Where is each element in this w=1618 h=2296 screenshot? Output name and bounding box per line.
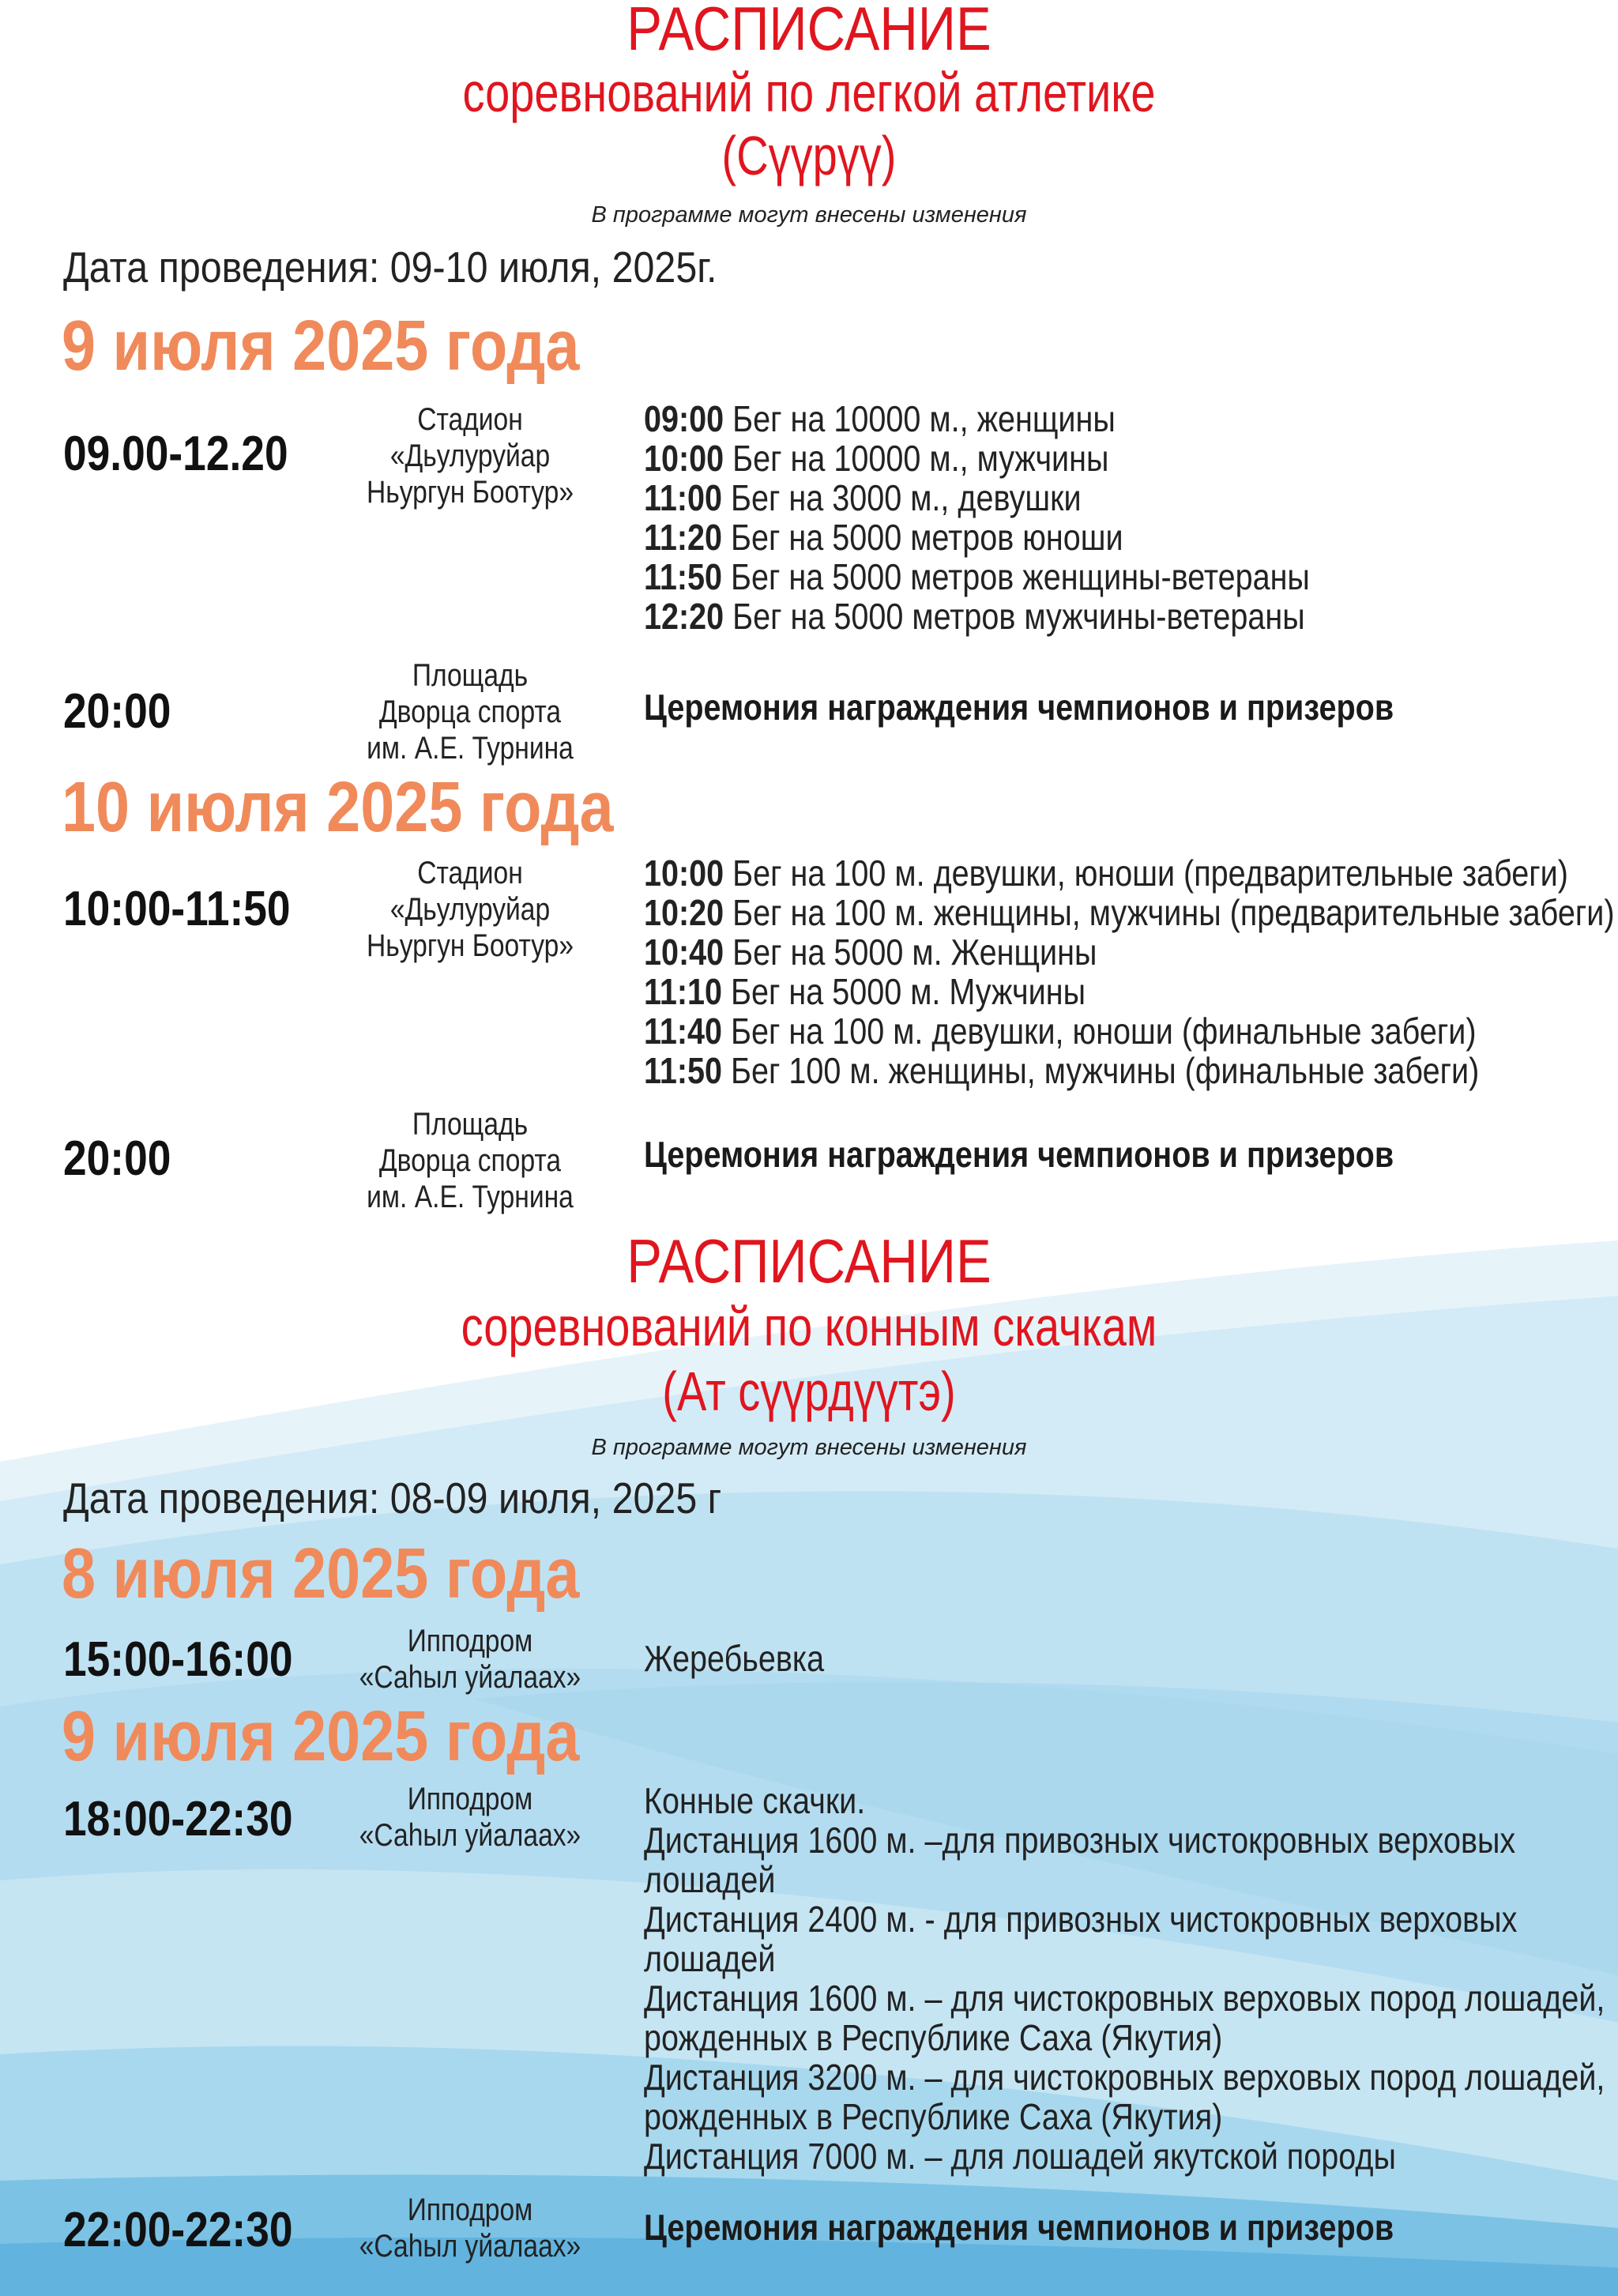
event-row: 10:00 Бег на 10000 м., мужчины [644,438,1109,479]
horse-day1-venue: Ипподром «Саһыл уйалаах» [359,1624,581,1695]
athletics-day1-ceremony: Церемония награждения чемпионов и призеров [644,687,1394,728]
athletics-day1-time1: 09.00-12.20 [63,427,288,481]
athletics-day1-venue1: Стадион «Дьулуруйар Ньургун Боотур» [366,402,574,510]
athletics-day1-events [644,399,1310,636]
athletics-subtitle-local: (Сүүрүү) [721,125,897,186]
horse-dates: Дата проведения: 08-09 июля, 2025 г [63,1474,722,1523]
event-row: 11:10 Бег на 5000 м. Мужчины [644,971,1086,1012]
athletics-day2-events [644,853,1615,1090]
horse-day1-event: Жеребьевка [644,1638,825,1679]
event-row: 11:40 Бег на 100 м. девушки, юноши (финальные забеги) [644,1011,1477,1052]
event-row: 12:20 Бег на 5000 метров мужчины-ветераны [644,596,1305,637]
event-row: 09:00 Бег на 10000 м., женщины [644,398,1116,439]
race-line: рожденных в Республике Саха (Якутия) [644,2096,1223,2137]
athletics-note: В программе могут внесены изменения [591,202,1027,228]
race-line: Конные скачки. [644,1780,866,1821]
athletics-title: РАСПИСАНИЕ [627,0,991,63]
horse-day2-time1: 18:00-22:30 [63,1792,293,1846]
race-line: лошадей [644,1859,776,1900]
athletics-day2-time2: 20:00 [63,1131,171,1186]
horse-subtitle-local: (Ат сүүрдүүтэ) [662,1361,956,1422]
athletics-day1-heading: 9 июля 2025 года [62,307,580,386]
event-row: 11:50 Бег 100 м. женщины, мужчины (финальные забеги) [644,1050,1480,1091]
athletics-day2-venue1: Стадион «Дьулуруйар Ньургун Боотур» [366,856,574,963]
athletics-day1-venue2: Площадь Дворца спорта им. А.Е. Турнина [367,658,574,766]
athletics-day2-ceremony: Церемония награждения чемпионов и призеров [644,1134,1394,1175]
race-line: Дистанция 3200 м. – для чистокровных верховых пород лошадей, [644,2057,1605,2098]
race-line: лошадей [644,1938,776,1979]
horse-subtitle: соревнований по конным скачкам [461,1296,1157,1357]
horse-day2-events [644,1781,1605,2176]
horse-day2-venue1: Ипподром «Саһыл уйалаах» [359,1782,581,1853]
athletics-subtitle: соревнований по легкой атлетике [462,62,1156,123]
athletics-day1-time2: 20:00 [63,684,171,739]
horse-day2-venue2: Ипподром «Саһыл уйалаах» [359,2192,581,2264]
athletics-dates: Дата проведения: 09-10 июля, 2025г. [63,243,717,292]
athletics-day2-heading: 10 июля 2025 года [62,768,614,847]
event-row: 11:50 Бег на 5000 метров женщины-ветераны [644,556,1310,597]
race-line: Дистанция 7000 м. – для лошадей якутской породы [644,2136,1396,2177]
horse-day1-time: 15:00-16:00 [63,1632,293,1687]
event-row: 10:40 Бег на 5000 м. Женщины [644,932,1097,973]
horse-day2-ceremony: Церемония награждения чемпионов и призеров [644,2207,1394,2248]
race-line: Дистанция 2400 м. - для привозных чистокровных верховых [644,1899,1518,1940]
horse-note: В программе могут внесены изменения [591,1435,1027,1460]
event-row: 10:20 Бег на 100 м. женщины, мужчины (предварительные забеги) [644,892,1615,933]
horse-day1-heading: 8 июля 2025 года [62,1534,580,1613]
athletics-day2-time1: 10:00-11:50 [63,882,291,936]
race-line: Дистанция 1600 м. – для чистокровных верховых пород лошадей, [644,1978,1605,2019]
horse-day2-time2: 22:00-22:30 [63,2203,293,2257]
race-line: Дистанция 1600 м. –для привозных чистокровных верховых [644,1820,1516,1861]
horse-title: РАСПИСАНИЕ [627,1226,991,1296]
athletics-day2-venue2: Площадь Дворца спорта им. А.Е. Турнина [367,1107,574,1214]
event-row: 11:00 Бег на 3000 м., девушки [644,477,1082,518]
event-row: 10:00 Бег на 100 м. девушки, юноши (предварительные забеги) [644,853,1568,894]
race-line: рожденных в Республике Саха (Якутия) [644,2017,1223,2058]
event-row: 11:20 Бег на 5000 метров юноши [644,517,1123,558]
horse-day2-heading: 9 июля 2025 года [62,1697,580,1776]
